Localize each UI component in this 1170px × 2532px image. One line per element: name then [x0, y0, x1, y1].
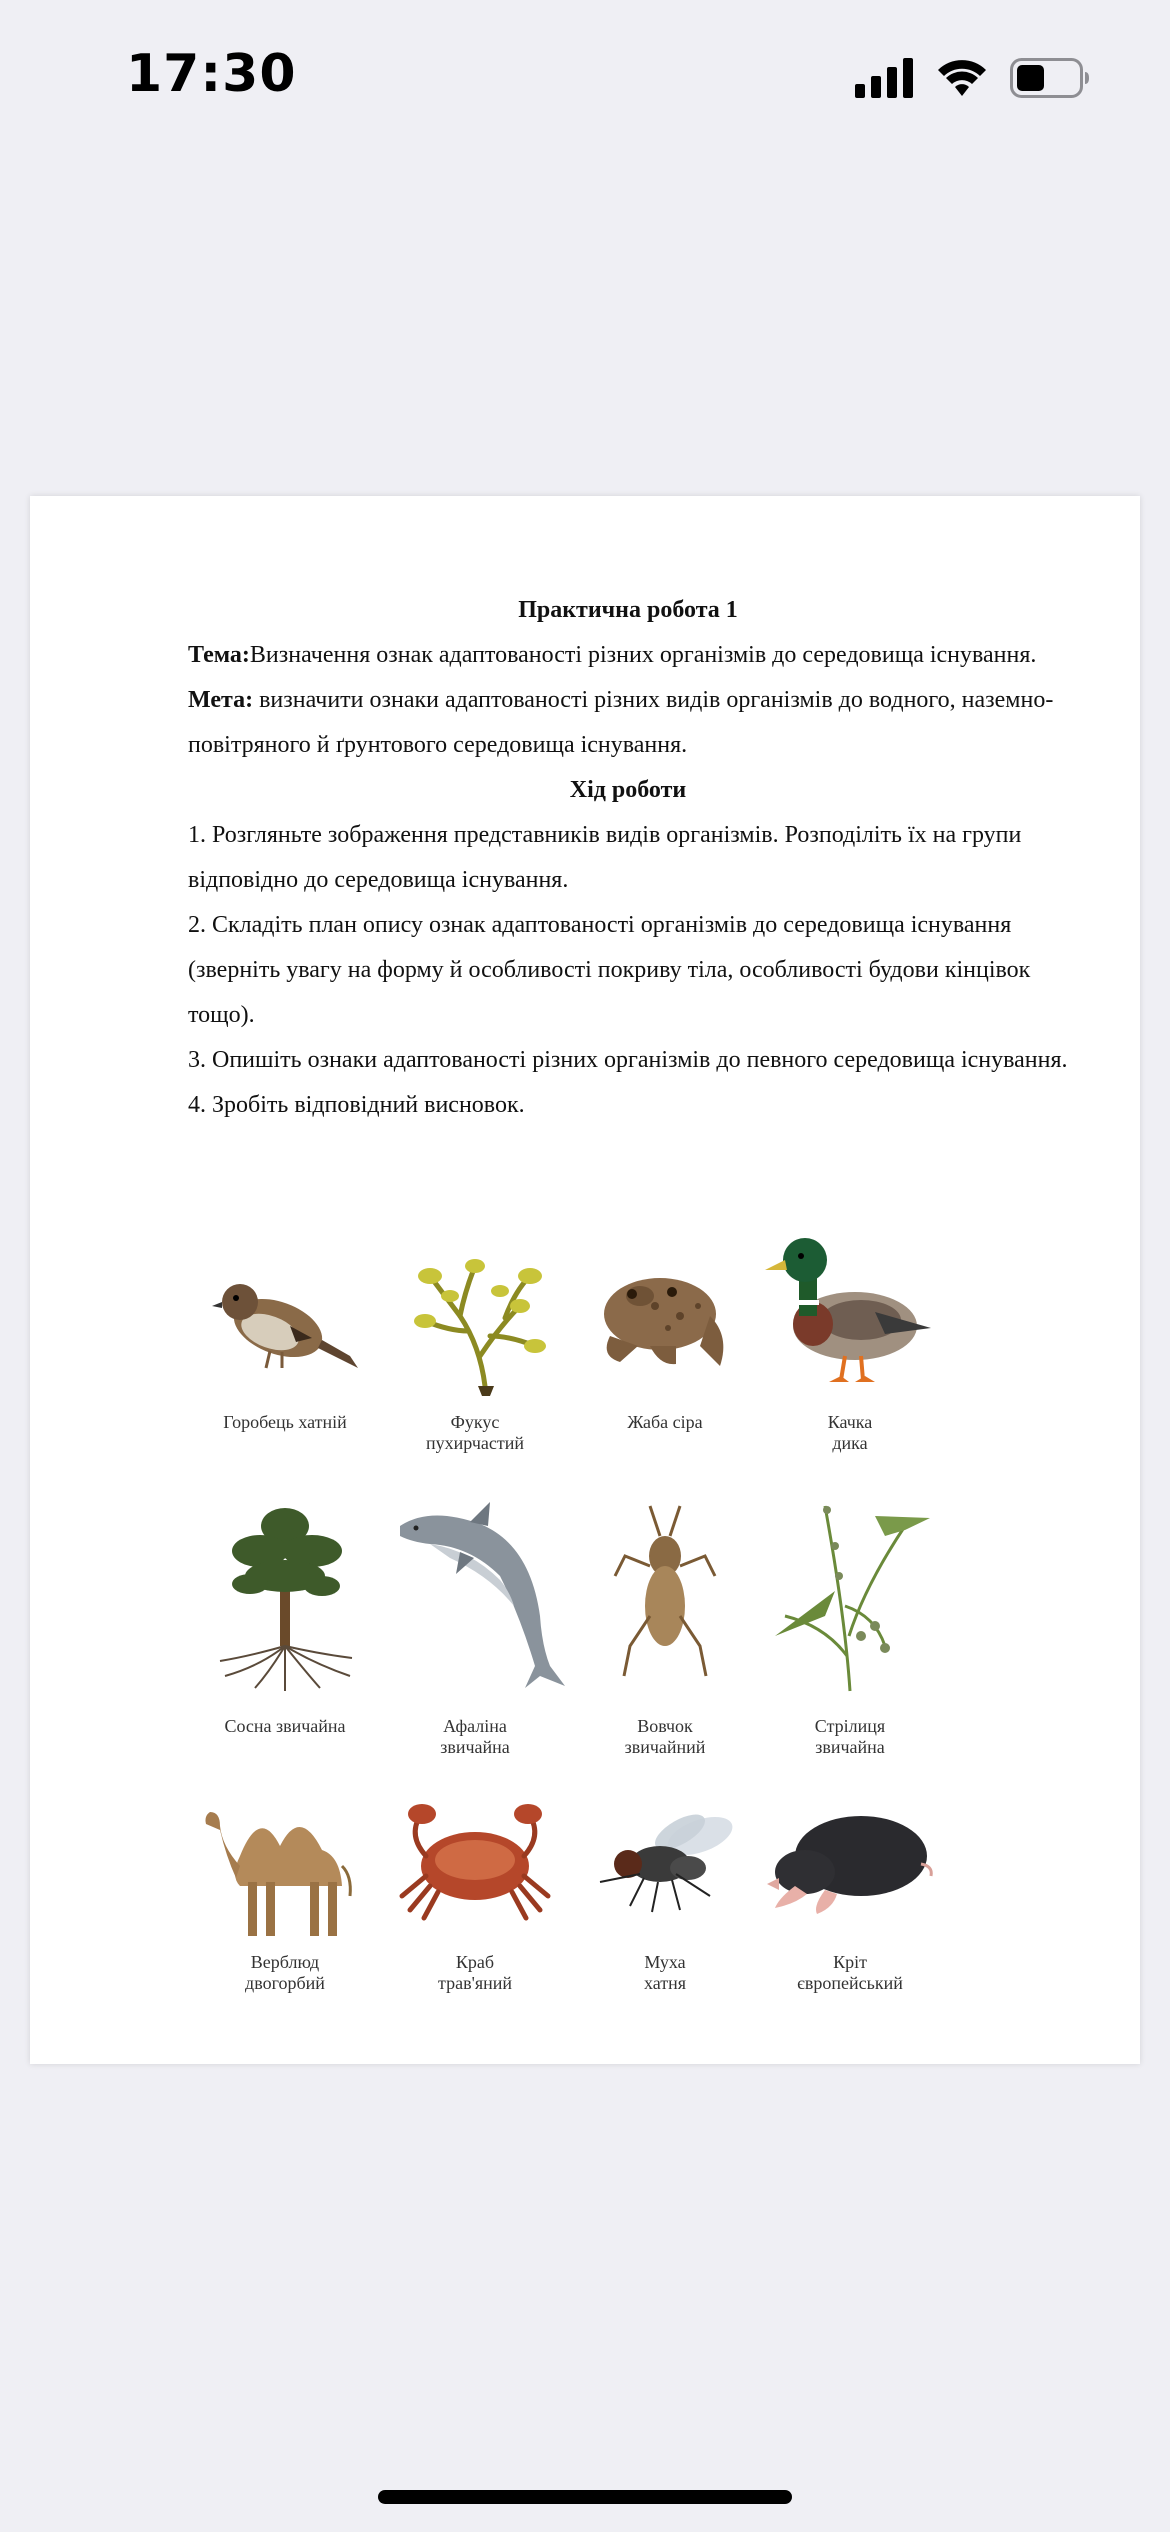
organism-caption: Стрілиця звичайна: [814, 1716, 886, 1757]
procedure-title: Хід роботи: [569, 777, 687, 803]
document-page[interactable]: [30, 496, 1140, 2064]
wifi-icon: [936, 56, 988, 98]
dolphin-icon: [390, 1496, 570, 1696]
step-1: 1. Розгляньте зображення представників видів організмів. Розподіліть їх на групи відповідно до середовища існування.: [188, 822, 1022, 893]
document-title: Практична робота 1: [518, 597, 738, 623]
organism-caption: Верблюд двогорбий: [245, 1952, 325, 1993]
camel-icon: [200, 1786, 370, 1946]
toad-icon: [580, 1236, 750, 1406]
organism-caption: Краб трав'яний: [438, 1952, 512, 1993]
organism-caption: Горобець хатній: [223, 1412, 347, 1432]
step-3: 3. Опишіть ознаки адаптованості різних організмів до певного середовища існування.: [188, 1047, 1068, 1073]
arrowhead-plant-icon: [765, 1496, 935, 1696]
sparrow-icon: [200, 1236, 370, 1406]
crab-icon: [390, 1786, 560, 1946]
pine-icon: [200, 1496, 370, 1696]
organisms-grid: [200, 1236, 1000, 1996]
topic-paragraph: [188, 633, 1068, 678]
document-text: [188, 588, 1068, 1128]
organism-caption: Сосна звичайна: [224, 1716, 346, 1736]
cellular-signal-icon: [855, 58, 913, 98]
status-bar: [0, 0, 1170, 150]
seaweed-icon: [390, 1236, 560, 1406]
mole-icon: [765, 1786, 935, 1946]
topic-label: Тема:: [188, 642, 250, 668]
topic-text: Визначення ознак адаптованості різних організмів до середовища існування.: [249, 642, 1037, 668]
battery-icon: [1010, 58, 1090, 98]
step-4: 4. Зробіть відповідний висновок.: [188, 1092, 525, 1118]
duck-icon: [765, 1216, 935, 1406]
organism-caption: Качка дика: [827, 1412, 873, 1453]
step-2: 2. Складіть план опису ознак адаптованості організмів до середовища існування (зверніть увагу на форму й особливості покриву тіла, особливості будови кінцівок тощо).: [188, 912, 1031, 1028]
organism-caption: Вовчок звичайний: [624, 1716, 706, 1757]
organism-caption: Кріт європейський: [797, 1952, 903, 1993]
organism-caption: Афаліна звичайна: [440, 1716, 510, 1757]
goal-text: визначити ознаки адаптованості різних видів організмів до водного, наземно-повітряного й ґрунтового середовища існування.: [188, 687, 1054, 758]
fly-icon: [580, 1786, 750, 1946]
goal-paragraph: [188, 678, 1068, 768]
home-indicator[interactable]: [378, 2490, 792, 2504]
status-time: 17:30: [126, 44, 297, 104]
goal-label: Мета:: [188, 687, 254, 713]
mole-cricket-icon: [580, 1496, 750, 1696]
organism-caption: Жаба сіра: [627, 1412, 703, 1432]
organism-caption: Фукус пухирчастий: [426, 1412, 524, 1453]
organism-caption: Муха хатня: [643, 1952, 687, 1993]
